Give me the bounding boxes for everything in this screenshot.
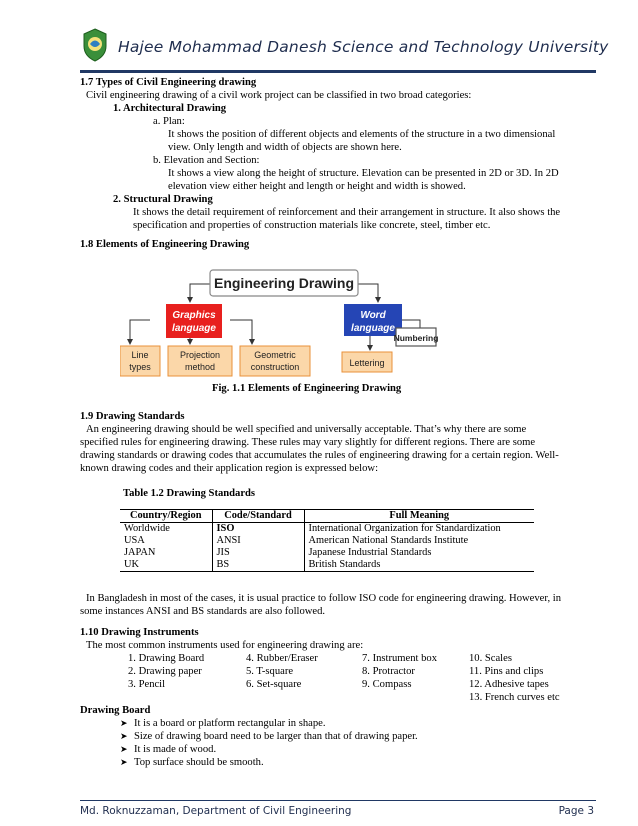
instrument-item: 12. Adhesive tapes — [469, 679, 549, 690]
table-header-row — [120, 510, 534, 523]
section-1-10-heading: 1.10 Drawing Instruments — [80, 627, 199, 638]
bullet-text: Top surface should be smooth. — [134, 757, 264, 768]
instrument-item: 8. Protractor — [362, 666, 415, 677]
table-cell: American National Standards Institute — [304, 535, 534, 547]
architectural-drawing-item: 1. Architectural Drawing — [113, 103, 227, 114]
arrow-bullet-icon: ➤ — [120, 731, 128, 741]
table-cell: USA — [124, 535, 145, 546]
table-row — [120, 547, 534, 559]
word-label-2: language — [351, 323, 395, 334]
projection-label-1: Projection — [179, 350, 221, 360]
table-cell: British Standards — [304, 559, 534, 572]
elevation-item: b. Elevation and Section: — [153, 155, 260, 166]
drawing-board-heading: Drawing Board — [80, 705, 151, 716]
instrument-item: 9. Compass — [362, 679, 412, 690]
line-types-label-2: types — [129, 362, 151, 372]
section-1-9-heading: 1.9 Drawing Standards — [80, 411, 185, 422]
header-title: Hajee Mohammad Danesh Science and Technology University — [118, 38, 609, 56]
page-number: Page 3 — [558, 805, 594, 817]
standards-para-4: known drawing codes and their application region is expressed below: — [80, 463, 379, 474]
line-types-label-1: Line — [131, 350, 149, 360]
elevation-text-1: It shows a view along the height of structure. Elevation can be presented in 2D or 3D. In 2D — [168, 168, 559, 179]
plan-text-1: It shows the position of different objects and elements of the structure in a two dimensional — [168, 129, 556, 140]
projection-label-2: method — [184, 362, 216, 372]
table-cell: JIS — [212, 547, 304, 559]
instrument-item: 5. T-square — [246, 666, 294, 677]
structural-text-2: specification and properties of construction materials like concrete, steel, timber etc. — [133, 220, 491, 231]
bangladesh-para-2: some instances ANSI and BS standards are also followed. — [80, 606, 326, 617]
table-cell: ANSI — [212, 535, 304, 547]
plan-text-2: view. Only length and width of objects are shown here. — [168, 142, 402, 153]
instrument-item: 13. French curves etc — [469, 692, 560, 703]
table-cell: Japanese Industrial Standards — [304, 547, 534, 559]
section-1-7-intro: Civil engineering drawing of a civil work project can be classified in two broad categories: — [86, 90, 472, 101]
instrument-item: 7. Instrument box — [362, 653, 438, 664]
bullet-item — [120, 743, 216, 756]
instrument-item: 1. Drawing Board — [128, 653, 205, 664]
table-cell: International Organization for Standardization — [304, 523, 534, 536]
bullet-text: Size of drawing board need to be larger than that of drawing paper. — [134, 731, 418, 742]
table-cell: UK — [120, 559, 212, 572]
numbering-label: Numbering — [393, 333, 439, 343]
table-cell: Worldwide — [124, 523, 170, 534]
engineering-drawing-diagram — [120, 262, 440, 382]
table-cell: JAPAN — [124, 547, 156, 558]
geometric-label-2: construction — [250, 362, 300, 372]
connector-line-types — [130, 320, 150, 344]
header-rule — [80, 70, 596, 73]
instrument-item: 6. Set-square — [246, 679, 302, 690]
standards-para-3: drawing standards or drawing codes that accumulates the rules of engineering drawing for a certain region. Well- — [80, 450, 559, 461]
bullet-text: It is a board or platform rectangular in shape. — [134, 718, 326, 729]
table-row — [120, 559, 534, 572]
table-header: Full Meaning — [304, 510, 534, 523]
connector-geometric — [230, 320, 252, 344]
table-header: Country/Region — [120, 510, 212, 523]
instrument-item: 10. Scales — [469, 653, 512, 664]
connector-root-graphics — [190, 284, 210, 302]
connector-root-word — [358, 284, 378, 302]
structural-text-1: It shows the detail requirement of reinforcement and their arrangement in structure. It also shows the — [133, 207, 561, 218]
table-title: Table 1.2 Drawing Standards — [123, 488, 256, 499]
instrument-item: 2. Drawing paper — [128, 666, 202, 677]
lettering-label: Lettering — [349, 358, 385, 368]
word-label-1: Word — [360, 310, 386, 321]
arrow-bullet-icon: ➤ — [120, 744, 128, 754]
bullet-item — [120, 730, 418, 743]
elevation-text-2: elevation view either height and length or height and width is showed. — [168, 181, 466, 192]
arrow-bullet-icon: ➤ — [120, 757, 128, 767]
drawing-standards-table — [120, 509, 534, 572]
structural-drawing-item: 2. Structural Drawing — [113, 194, 213, 205]
graphics-label-1: Graphics — [172, 310, 216, 321]
bullet-item — [120, 717, 326, 730]
bullet-text: It is made of wood. — [134, 744, 217, 755]
plan-item: a. Plan: — [153, 116, 185, 127]
instrument-item: 4. Rubber/Eraser — [246, 653, 318, 664]
section-1-7-heading: 1.7 Types of Civil Engineering drawing — [80, 77, 257, 88]
graphics-label-2: language — [172, 323, 216, 334]
instrument-item: 3. Pencil — [128, 679, 166, 690]
section-1-8-heading: 1.8 Elements of Engineering Drawing — [80, 239, 250, 250]
root-label: Engineering Drawing — [213, 275, 355, 291]
bangladesh-para-1: In Bangladesh in most of the cases, it is usual practice to follow ISO code for engineering drawing. However, in — [86, 593, 561, 604]
standards-para-1: An engineering drawing should be well specified and universally acceptable. That’s why there are some — [86, 424, 527, 435]
standards-para-2: specified rules for engineering drawing. These rules may vary slightly for different regions. There are some — [80, 437, 536, 448]
table-cell: BS — [212, 559, 304, 572]
bullet-item — [120, 756, 264, 769]
instrument-item: 11. Pins and clips — [469, 666, 544, 677]
table-header: Code/Standard — [212, 510, 304, 523]
geometric-label-1: Geometric — [254, 350, 296, 360]
figure-caption: Fig. 1.1 Elements of Engineering Drawing — [212, 383, 402, 394]
table-row — [120, 523, 534, 536]
instruments-intro: The most common instruments used for engineering drawing are: — [86, 640, 364, 651]
table-cell: ISO — [212, 523, 304, 536]
footer-rule — [80, 800, 596, 801]
table-row — [120, 535, 534, 547]
arrow-bullet-icon: ➤ — [120, 718, 128, 728]
footer-author: Md. Roknuzzaman, Department of Civil Engineering — [80, 805, 352, 817]
university-logo-icon — [82, 28, 108, 62]
